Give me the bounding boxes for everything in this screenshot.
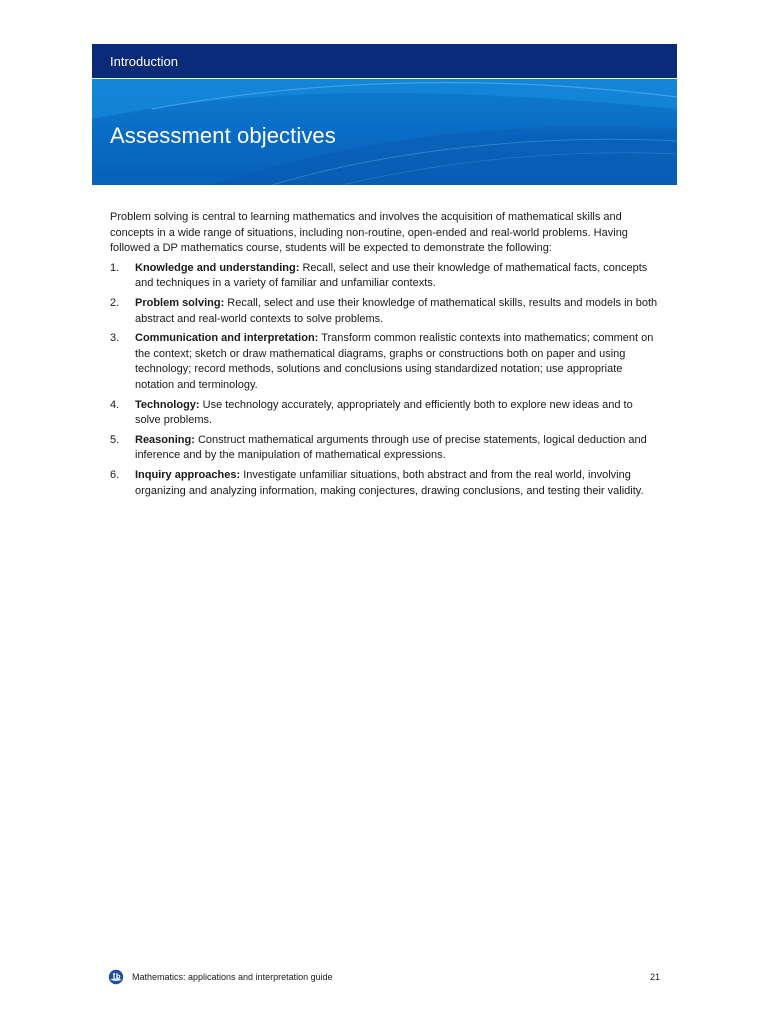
- title-banner: [92, 79, 677, 185]
- intro-paragraph: Problem solving is central to learning mathematics and involves the acquisition of mathematical skills and concepts in a wide range of situations, including non-routine, open-ended and real-world problems. Having followed a DP mathematics course, students will be expected to demonstrate the following:: [110, 211, 628, 255]
- objective-body: [135, 468, 660, 499]
- objective-item: [110, 331, 660, 393]
- objective-number: 3.: [110, 332, 120, 345]
- section-label: Introduction: [110, 53, 178, 69]
- objective-heading: Technology:: [135, 398, 200, 411]
- objective-body: [135, 433, 660, 464]
- page-footer: [108, 968, 660, 986]
- footer-guide-title: Mathematics: applications and interpretation guide: [132, 972, 333, 982]
- section-header-bar: [92, 44, 677, 78]
- objective-heading: Inquiry approaches:: [135, 468, 241, 481]
- objective-body: [135, 331, 660, 393]
- objective-item: [110, 398, 660, 429]
- objective-heading: Reasoning:: [135, 433, 195, 446]
- ib-logo-icon: [108, 969, 124, 985]
- objective-text: Investigate unfamiliar situations, both abstract and from the real world, involving organizing and analyzing information, making conjectures, drawing conclusions, and testing their validity.: [135, 468, 644, 497]
- objective-item: [110, 261, 660, 292]
- objective-number: 5.: [110, 433, 120, 446]
- objective-heading: Knowledge and understanding:: [135, 261, 300, 274]
- objectives-list: [110, 261, 660, 499]
- objective-text: Use technology accurately, appropriately and efficiently both to explore new ideas and to solve problems.: [135, 398, 633, 427]
- objective-text: Recall, select and use their knowledge of mathematical skills, results and models in both abstract and real-world contexts to solve problems.: [135, 296, 658, 325]
- page-number: 21: [649, 972, 660, 982]
- objective-number: 2.: [110, 296, 120, 309]
- objective-text: Recall, select and use their knowledge of mathematical facts, concepts and techniques in a variety of familiar and unfamiliar contexts.: [135, 261, 648, 290]
- objective-item: [110, 433, 660, 464]
- objective-heading: Communication and interpretation:: [135, 332, 319, 345]
- page-title: Assessment objectives: [110, 123, 336, 148]
- main-content: [110, 210, 660, 503]
- objective-body: [135, 296, 660, 327]
- objective-text: Transform common realistic contexts into mathematics; comment on the context; sketch or draw mathematical diagrams, graphs or constructions both on paper and using technology; record methods, solutions and conclusions using standardized notation; use appropriate notation and terminology.: [135, 332, 654, 391]
- objective-number: 6.: [110, 468, 120, 481]
- objective-item: [110, 468, 660, 499]
- objective-body: [135, 398, 660, 429]
- objective-item: [110, 296, 660, 327]
- objective-text: Construct mathematical arguments through use of precise statements, logical deduction and inference and by the manipulation of mathematical expressions.: [135, 433, 647, 462]
- objective-number: 4.: [110, 398, 120, 411]
- objective-heading: Problem solving:: [135, 296, 225, 309]
- objective-number: 1.: [110, 261, 120, 274]
- objective-body: [135, 261, 660, 292]
